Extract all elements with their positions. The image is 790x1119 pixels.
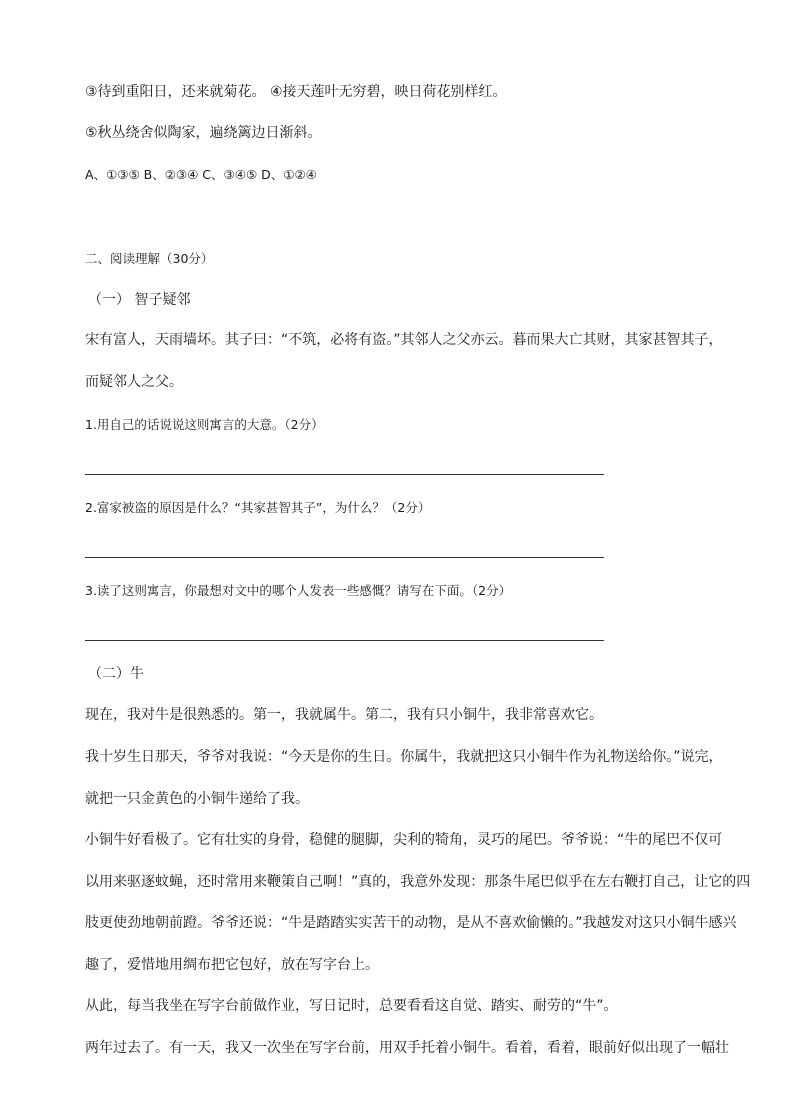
answer-choices: A、①③⑤ B、②③④ C、③④⑤ D、①②④ (85, 167, 317, 182)
passage-2-paragraph-2-line-2: 就把一只金黄色的小铜牛递给了我。 (85, 791, 309, 807)
answer-line-3[interactable] (85, 640, 604, 641)
passage-2-paragraph-3-line-1: 小铜牛好看极了。它有壮实的身骨，稳健的腿脚，尖利的犄角，灵巧的尾巴。爷爷说：“牛的尾巴不仅可 (85, 832, 723, 848)
poem-options-line-2: ⑤秋丛绕舍似陶家，遍绕篱边日渐斜。 (85, 125, 322, 141)
answer-line-1[interactable] (85, 474, 604, 475)
passage-2-paragraph-4: 从此，每当我坐在写字台前做作业，写日记时，总要看看这自觉、踏实、耐劳的“牛”。 (85, 998, 618, 1014)
passage-2-paragraph-5: 两年过去了。有一天，我又一次坐在写字台前，用双手托着小铜牛。看着，看着，眼前好似出现了一幅壮 (85, 1040, 729, 1056)
passage-2-paragraph-3-line-4: 趣了，爱惜地用绸布把它包好，放在写字台上。 (85, 957, 379, 973)
answer-line-2[interactable] (85, 557, 604, 558)
question-3: 3.读了这则寓言，你最想对文中的哪个人发表一些感慨？请写在下面。（2分） (85, 583, 512, 598)
passage-1-text-line-1: 宋有富人，天雨墙坏。其子曰：“不筑，必将有盗。”其邻人之父亦云。暮而果大亡其财，其家甚智其子， (85, 332, 723, 348)
section-heading: 二、阅读理解（30分） (85, 251, 214, 266)
passage-1-title: （一） 智子疑邻 (88, 292, 191, 308)
passage-2-paragraph-1: 现在，我对牛是很熟悉的。第一，我就属牛。第二，我有只小铜牛，我非常喜欢它。 (85, 707, 603, 723)
passage-2-paragraph-3-line-3: 肢更使劲地朝前蹬。爷爷还说：“牛是踏踏实实苦干的动物，是从不喜欢偷懒的。”我越发对这只小铜牛感兴 (85, 915, 737, 931)
question-1: 1.用自己的话说说这则寓言的大意。（2分） (85, 417, 324, 432)
poem-options-line-1: ③待到重阳日，还来就菊花。 ④接天莲叶无穷碧，映日荷花别样红。 (85, 84, 507, 100)
passage-2-paragraph-2-line-1: 我十岁生日那天，爷爷对我说：“今天是你的生日。你属牛，我就把这只小铜牛作为礼物送给你。”说完， (85, 749, 723, 765)
passage-2-paragraph-3-line-2: 以用来驱逐蚊蝇，还时常用来鞭策自己啊！”真的，我意外发现：那条牛尾巴似乎在左右鞭打自己，让它的四 (85, 874, 751, 890)
passage-2-title: （二）牛 (88, 666, 144, 682)
passage-1-text-line-2: 而疑邻人之父。 (85, 374, 183, 390)
question-2: 2.富家被盗的原因是什么？“其家甚智其子”，为什么？（2分） (85, 500, 431, 515)
